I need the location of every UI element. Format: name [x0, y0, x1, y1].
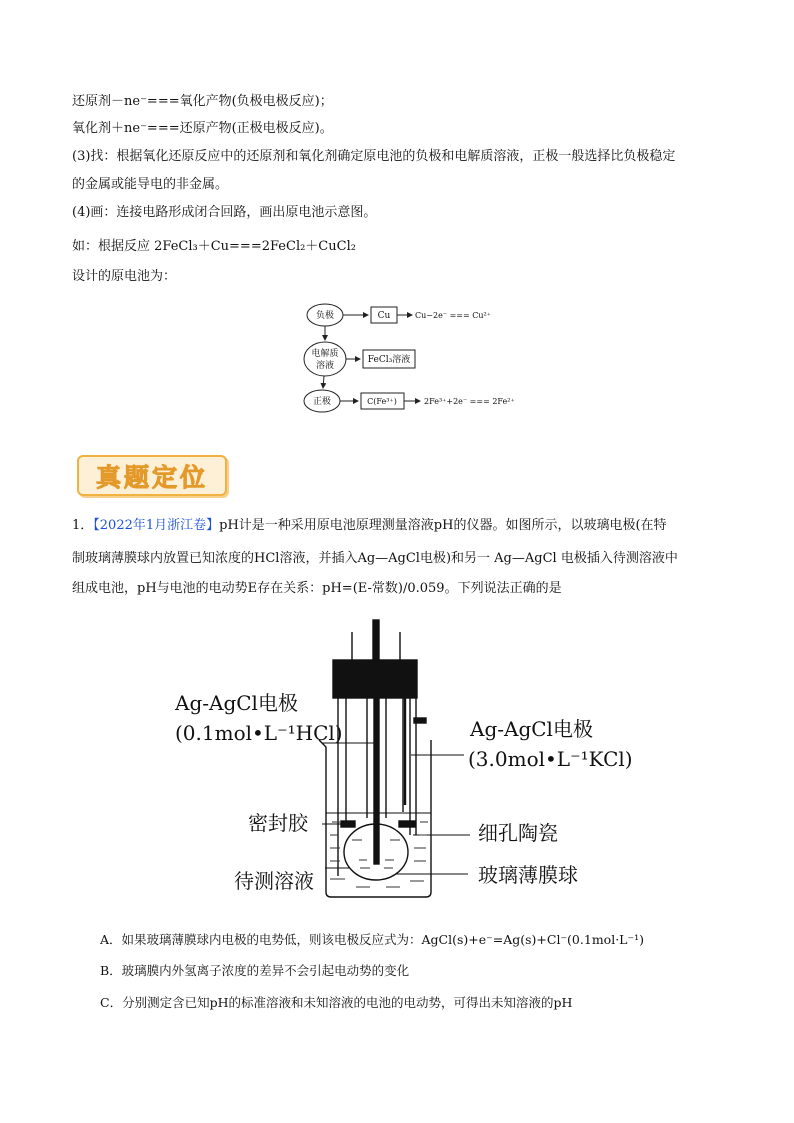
intro-line-3: (3)找：根据氧化还原反应中的还原剂和氧化剂确定原电池的负极和电解质溶液，正极一般选择比负极稳定: [72, 149, 676, 164]
choice-c: C．分别测定含已知pH的标准溶液和未知溶液的电池的电动势，可得出未知溶液的pH: [100, 995, 573, 1010]
test-solution-label: 待测溶液: [234, 869, 314, 893]
ph-meter-apparatus: [0, 600, 794, 920]
question-line-3: 组成电池，pH与电池的电动势E存在关系：pH=(E-常数)/0.059。下列说法正确的是: [72, 581, 562, 596]
cell-flow-diagram: [0, 0, 794, 430]
electrode-cap: [333, 660, 417, 698]
intro-line-2: 氧化剂＋ne⁻===还原产物(正极电极反应)。: [72, 121, 333, 136]
porous-ceramic-label: 细孔陶瓷: [478, 821, 558, 845]
positive-label: 正极: [312, 397, 332, 407]
section-badge: 真题定位: [77, 455, 227, 496]
intro-line-6: 如：根据反应 2FeCl₃＋Cu===2FeCl₂＋CuCl₂: [72, 239, 356, 254]
right-electrode-label: Ag-AgCl电极: [470, 717, 593, 741]
right-seal: [399, 821, 415, 827]
cu-label: Cu: [377, 311, 391, 321]
question-number: 1．: [72, 518, 94, 533]
question-line-1: [72, 517, 667, 535]
question-line-2: 制玻璃薄膜球内放置已知浓度的HCl溶液，并插入Ag—AgCl电极)和另一 Ag—AgCl 电极插入待测溶液中: [72, 551, 678, 566]
electrolyte-label-2: 溶液: [315, 361, 335, 371]
intro-line-1: 还原剂－ne⁻===氧化产物(负极电极反应)；: [72, 94, 333, 109]
carbon-label: C(Fe³⁺): [367, 397, 397, 406]
left-electrode-conc: (0.1mol•L⁻¹HCl): [175, 721, 343, 745]
solution-label: FeCl₃溶液: [367, 355, 411, 365]
electrolyte-label-1: 电解质: [311, 349, 339, 359]
left-electrode-label: Ag-AgCl电极: [175, 691, 298, 715]
question-text-1: pH计是一种采用原电池原理测量溶液pH的仪器。如图所示，以玻璃电极(在特: [219, 518, 667, 533]
right-electrode-conc: (3.0mol•L⁻¹KCl): [468, 747, 633, 771]
question-source: 【2022年1月浙江卷】: [93, 518, 220, 533]
glass-bulb-label: 玻璃薄膜球: [478, 863, 578, 887]
intro-line-5: (4)画：连接电路形成闭合回路，画出原电池示意图。: [72, 205, 377, 220]
negative-equation: Cu−2e⁻ === Cu²⁺: [415, 311, 491, 320]
choice-a: A．如果玻璃薄膜球内电极的电势低，则该电极反应式为：AgCl(s)+e⁻=Ag(s)+Cl⁻(0.1mol·L⁻¹): [100, 932, 644, 947]
positive-equation: 2Fe³⁺+2e⁻ === 2Fe²⁺: [424, 397, 515, 406]
choice-b: B．玻璃膜内外氢离子浓度的差异不会引起电动势的变化: [100, 963, 410, 978]
intro-line-4: 的金属或能导电的非金属。: [72, 177, 229, 192]
seal-label: 密封胶: [248, 811, 308, 835]
negative-label: 负极: [315, 311, 335, 321]
intro-line-7: 设计的原电池为：: [72, 269, 177, 284]
